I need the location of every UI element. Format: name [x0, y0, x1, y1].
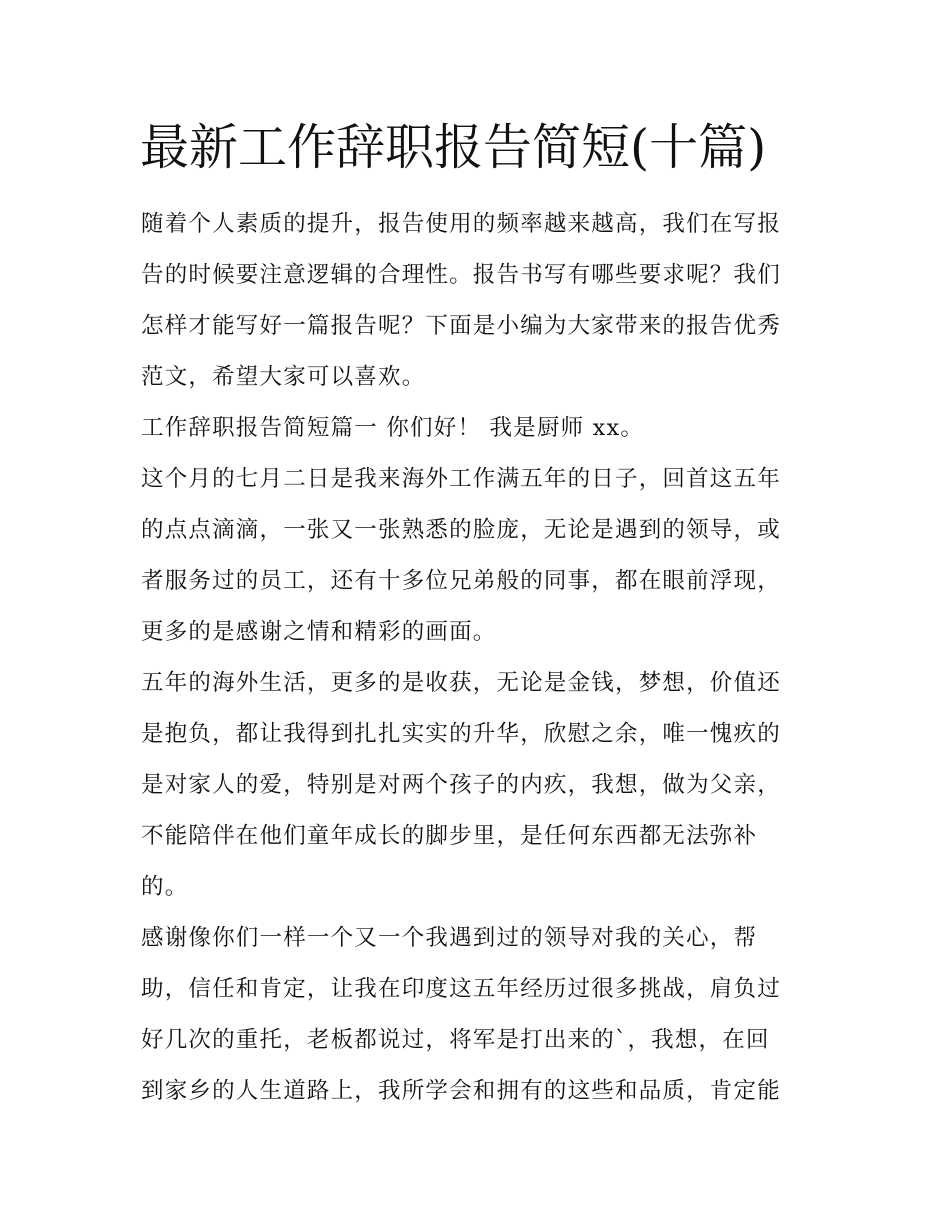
paragraph-line: 感谢像你们一样一个又一个我遇到过的领导对我的关心，帮: [141, 925, 758, 951]
paragraph-line: 是抱负，都让我得到扎扎实实的升华，欣慰之余，唯一愧疚的: [141, 721, 781, 747]
paragraph-line: 不能陪伴在他们童年成长的脚步里，是任何东西都无法弥补: [141, 823, 758, 849]
paragraph-line: 范文，希望大家可以喜欢。: [141, 364, 426, 390]
paragraph-line: 好几次的重托，老板都说过，将军是打出来的`，我想，在回: [141, 1027, 770, 1053]
paragraph-line: 怎样才能写好一篇报告呢？下面是小编为大家带来的报告优秀: [141, 313, 781, 339]
paragraph-line: 这个月的七月二日是我来海外工作满五年的日子，回首这五年: [141, 466, 781, 492]
paragraph-line: 者服务过的员工，还有十多位兄弟般的同事，都在眼前浮现，: [141, 568, 781, 594]
paragraph-line: 五年的海外生活，更多的是收获，无论是金钱，梦想，价值还: [141, 670, 781, 696]
section-heading-line: 工作辞职报告简短篇一 你们好！ 我是厨师 xx。: [141, 415, 645, 441]
paragraph-line: 到家乡的人生道路上，我所学会和拥有的这些和品质，肯定能: [141, 1078, 781, 1104]
paragraph-line: 的。: [141, 874, 189, 900]
paragraph-line: 助，信任和肯定，让我在印度这五年经历过很多挑战，肩负过: [141, 976, 781, 1002]
paragraph-line: 更多的是感谢之情和精彩的画面。: [141, 619, 497, 645]
paragraph-line: 告的时候要注意逻辑的合理性。报告书写有哪些要求呢？我们: [141, 262, 781, 288]
document-title: 最新工作辞职报告简短(十篇): [140, 119, 767, 176]
paragraph-line: 的点点滴滴，一张又一张熟悉的脸庞，无论是遇到的领导，或: [141, 517, 781, 543]
paragraph-line: 随着个人素质的提升，报告使用的频率越来越高，我们在写报: [141, 211, 781, 237]
paragraph-line: 是对家人的爱，特别是对两个孩子的内疚，我想，做为父亲，: [141, 772, 781, 798]
